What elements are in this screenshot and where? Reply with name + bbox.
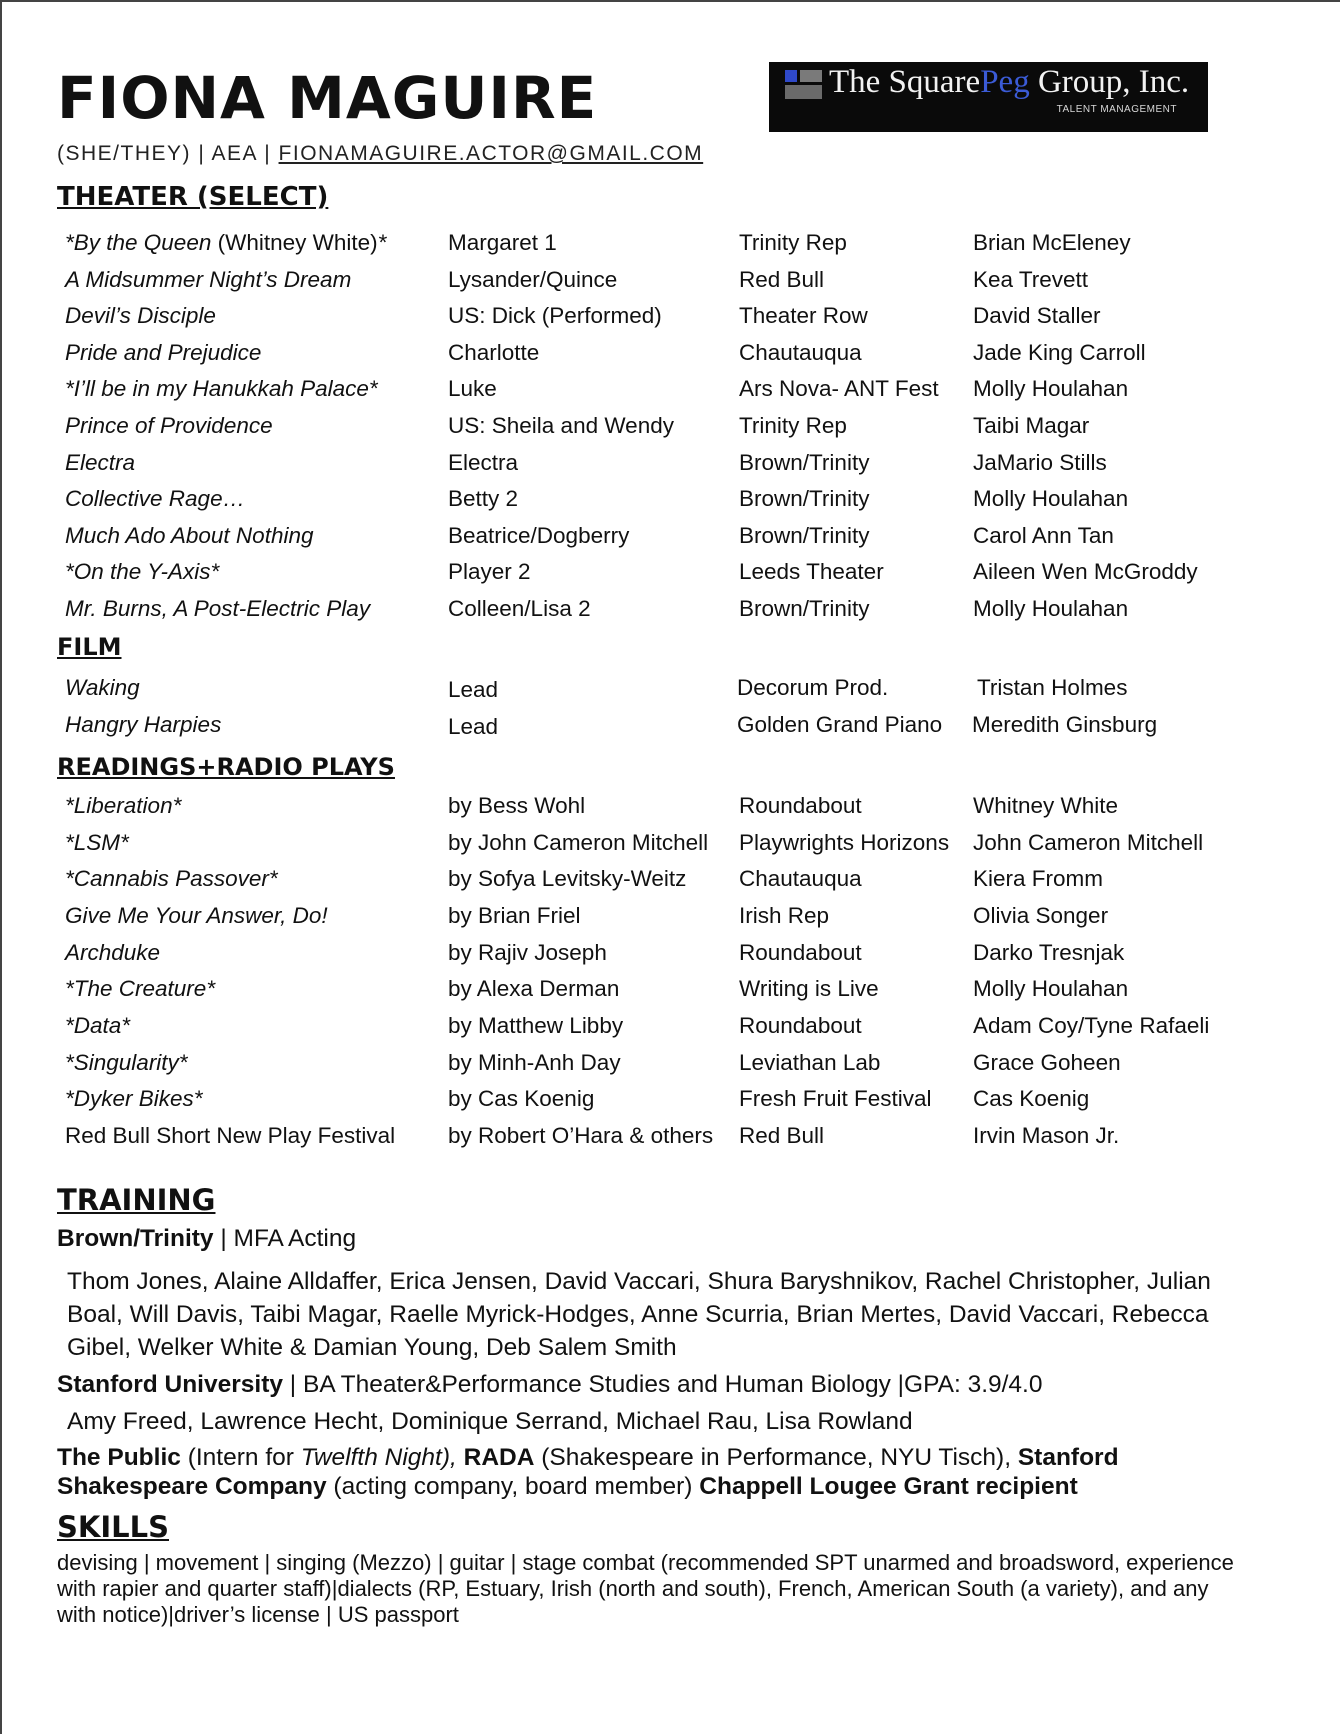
training-brown: Brown/Trinity | MFA Acting bbox=[57, 1225, 357, 1252]
credit-venue: Playwrights Horizons bbox=[739, 830, 950, 855]
credit-venue: Leeds Theater bbox=[739, 559, 884, 584]
training-stanford-teachers: Amy Freed, Lawrence Hecht, Dominique Serrand, Michael Rau, Lisa Rowland bbox=[67, 1408, 913, 1435]
credit-author: by Matthew Libby bbox=[448, 1013, 624, 1038]
logo-square-blue bbox=[785, 70, 797, 82]
credit-show: Waking bbox=[65, 675, 140, 700]
training-other-line1: The Public (Intern for Twelfth Night), RADA (Shakespeare in Performance, NYU Tisch), Stanford bbox=[57, 1444, 1119, 1471]
credit-author: by Bess Wohl bbox=[448, 793, 586, 818]
credit-show: Prince of Providence bbox=[65, 413, 273, 438]
credit-author: by Cas Koenig bbox=[448, 1086, 595, 1111]
credit-director: Molly Houlahan bbox=[973, 596, 1129, 621]
credit-director: Darko Tresnjak bbox=[973, 940, 1125, 965]
credit-row bbox=[2, 596, 1340, 626]
credit-venue: Chautauqua bbox=[739, 340, 862, 365]
credit-row bbox=[2, 1013, 1340, 1043]
credit-role: Player 2 bbox=[448, 559, 531, 584]
credit-director: Tristan Holmes bbox=[977, 675, 1128, 700]
credit-venue: Ars Nova- ANT Fest bbox=[739, 376, 939, 401]
credit-row bbox=[2, 559, 1340, 589]
credit-role: Betty 2 bbox=[448, 486, 519, 511]
credit-venue: Decorum Prod. bbox=[737, 675, 889, 700]
credit-author: by Alexa Derman bbox=[448, 976, 620, 1001]
credit-role: Electra bbox=[448, 450, 519, 475]
credit-show: Electra bbox=[65, 450, 136, 475]
credit-show: Give Me Your Answer, Do! bbox=[65, 903, 328, 928]
credit-director: Adam Coy/Tyne Rafaeli bbox=[973, 1013, 1210, 1038]
credit-director: John Cameron Mitchell bbox=[973, 830, 1204, 855]
credit-show: Hangry Harpies bbox=[65, 712, 222, 737]
credit-venue: Trinity Rep bbox=[739, 230, 847, 255]
credit-row bbox=[2, 267, 1340, 297]
credit-director: Meredith Ginsburg bbox=[972, 712, 1158, 737]
credit-row bbox=[2, 793, 1340, 823]
credit-row bbox=[2, 450, 1340, 480]
credit-row bbox=[2, 830, 1340, 860]
credit-director: Molly Houlahan bbox=[973, 376, 1129, 401]
credit-director: Carol Ann Tan bbox=[973, 523, 1114, 548]
credit-director: David Staller bbox=[973, 303, 1101, 328]
credit-role: US: Sheila and Wendy bbox=[448, 413, 674, 438]
credit-role: Colleen/Lisa 2 bbox=[448, 596, 591, 621]
credit-show: *The Creature* bbox=[65, 976, 216, 1001]
credit-show: Much Ado About Nothing bbox=[65, 523, 314, 548]
logo-square-gray bbox=[800, 70, 822, 82]
section-title-film: FILM bbox=[57, 633, 122, 661]
credit-show: Red Bull Short New Play Festival bbox=[65, 1123, 396, 1148]
credit-show: *Cannabis Passover* bbox=[65, 866, 278, 891]
credit-row bbox=[2, 230, 1340, 260]
credit-row bbox=[2, 413, 1340, 443]
credit-author: by Minh-Anh Day bbox=[448, 1050, 621, 1075]
credit-venue: Brown/Trinity bbox=[739, 596, 870, 621]
logo-subtitle: TALENT MANAGEMENT bbox=[1056, 104, 1177, 115]
credit-director: Molly Houlahan bbox=[973, 976, 1129, 1001]
credit-row bbox=[2, 303, 1340, 333]
credit-show: Pride and Prejudice bbox=[65, 340, 262, 365]
credit-director: Kea Trevett bbox=[973, 267, 1089, 292]
credit-row bbox=[2, 486, 1340, 516]
credit-row bbox=[2, 940, 1340, 970]
skills-text: devising | movement | singing (Mezzo) | guitar | stage combat (recommended SPT unarmed and broadsword, experience with rapier and quarter staff)|dialects (RP, Estuary, Irish (north and south), French, American South (a variety), and any with notice)|driver’s license | US passport bbox=[57, 1550, 1234, 1627]
credit-director: Brian McEleney bbox=[973, 230, 1131, 255]
credit-show: *LSM* bbox=[65, 830, 129, 855]
credit-row bbox=[2, 976, 1340, 1006]
credit-venue: Roundabout bbox=[739, 793, 862, 818]
training-brown-teachers: Thom Jones, Alaine Alldaffer, Erica Jensen, David Vaccari, Shura Baryshnikov, Rachel Christopher, Julian Boal, Will Davis, Taibi Magar, Raelle Myrick-Hodges, Anne Scurria, Brian Mertes, David Vaccari, Rebecca Gibel, Welker White & Damian Young, Deb Salem Smith bbox=[67, 1268, 1211, 1361]
credit-venue: Brown/Trinity bbox=[739, 486, 870, 511]
credit-venue: Brown/Trinity bbox=[739, 523, 870, 548]
contact-line bbox=[57, 142, 703, 166]
credit-author: by John Cameron Mitchell bbox=[448, 830, 709, 855]
credit-role: Luke bbox=[448, 376, 497, 401]
credit-director: JaMario Stills bbox=[973, 450, 1107, 475]
credit-role: Beatrice/Dogberry bbox=[448, 523, 630, 548]
union: AEA bbox=[211, 142, 257, 165]
credit-show: Collective Rage… bbox=[65, 486, 246, 511]
credit-director: Molly Houlahan bbox=[973, 486, 1129, 511]
credit-row bbox=[2, 675, 1340, 705]
credit-row bbox=[2, 1123, 1340, 1153]
pronouns: (SHE/THEY) bbox=[57, 142, 192, 165]
credit-role: US: Dick (Performed) bbox=[448, 303, 662, 328]
credit-venue: Brown/Trinity bbox=[739, 450, 870, 475]
credit-author: by Sofya Levitsky-Weitz bbox=[448, 866, 687, 891]
credit-venue: Red Bull bbox=[739, 267, 825, 292]
credit-venue: Theater Row bbox=[739, 303, 868, 328]
credit-show: *Liberation* bbox=[65, 793, 182, 818]
credit-venue: Irish Rep bbox=[739, 903, 830, 928]
credit-author: by Brian Friel bbox=[448, 903, 581, 928]
credit-row bbox=[2, 866, 1340, 896]
credit-row bbox=[2, 1050, 1340, 1080]
training-other-line2: Shakespeare Company (acting company, board member) Chappell Lougee Grant recipient bbox=[57, 1473, 1078, 1500]
credit-role: Lead bbox=[448, 714, 499, 739]
credit-row bbox=[2, 712, 1340, 742]
actor-name: FIONA MAGUIRE bbox=[57, 64, 598, 132]
credit-venue: Writing is Live bbox=[739, 976, 879, 1001]
credit-author: by Rajiv Joseph bbox=[448, 940, 607, 965]
credit-venue: Trinity Rep bbox=[739, 413, 847, 438]
credit-director: Kiera Fromm bbox=[973, 866, 1104, 891]
credit-row bbox=[2, 376, 1340, 406]
credit-show: Archduke bbox=[65, 940, 161, 965]
credit-director: Whitney White bbox=[973, 793, 1119, 818]
credit-role: Margaret 1 bbox=[448, 230, 557, 255]
credit-show: *On the Y-Axis* bbox=[65, 559, 220, 584]
section-title-theater: THEATER (SELECT) bbox=[57, 182, 329, 212]
credit-show: *Data* bbox=[65, 1013, 131, 1038]
credit-show: Devil’s Disciple bbox=[65, 303, 216, 328]
logo-wordmark: The SquarePeg Group, Inc. bbox=[829, 64, 1190, 100]
credit-director: Jade King Carroll bbox=[973, 340, 1146, 365]
credit-show: Mr. Burns, A Post-Electric Play bbox=[65, 596, 371, 621]
section-title-skills: SKILLS bbox=[57, 1510, 169, 1544]
section-title-training: TRAINING bbox=[57, 1183, 216, 1217]
credit-director: Taibi Magar bbox=[973, 413, 1090, 438]
credit-director: Aileen Wen McGroddy bbox=[973, 559, 1198, 584]
credit-row bbox=[2, 523, 1340, 553]
credit-venue: Roundabout bbox=[739, 940, 862, 965]
credit-venue: Roundabout bbox=[739, 1013, 862, 1038]
credit-show: *By the Queen (Whitney White)* bbox=[65, 230, 387, 255]
credit-author: by Robert O’Hara & others bbox=[448, 1123, 714, 1148]
credit-venue: Chautauqua bbox=[739, 866, 862, 891]
credit-venue: Leviathan Lab bbox=[739, 1050, 881, 1075]
credit-role: Charlotte bbox=[448, 340, 540, 365]
separator: | bbox=[198, 142, 206, 165]
credit-row bbox=[2, 903, 1340, 933]
agency-logo bbox=[769, 62, 1208, 132]
training-stanford: Stanford University | BA Theater&Performance Studies and Human Biology |GPA: 3.9/4.0 bbox=[57, 1371, 1043, 1398]
section-title-readings: READINGS+RADIO PLAYS bbox=[57, 753, 395, 781]
credit-venue: Red Bull bbox=[739, 1123, 825, 1148]
credit-row bbox=[2, 1086, 1340, 1116]
credit-row bbox=[2, 340, 1340, 370]
credit-venue: Fresh Fruit Festival bbox=[739, 1086, 932, 1111]
credit-director: Olivia Songer bbox=[973, 903, 1109, 928]
separator: | bbox=[264, 142, 272, 165]
credit-show: A Midsummer Night’s Dream bbox=[65, 267, 352, 292]
credit-show: *I’ll be in my Hanukkah Palace* bbox=[65, 376, 378, 401]
credit-director: Grace Goheen bbox=[973, 1050, 1121, 1075]
credit-director: Irvin Mason Jr. bbox=[973, 1123, 1120, 1148]
credit-venue: Golden Grand Piano bbox=[737, 712, 943, 737]
credit-director: Cas Koenig bbox=[973, 1086, 1090, 1111]
email-link[interactable]: FIONAMAGUIRE.ACTOR@GMAIL.COM bbox=[278, 142, 704, 165]
credit-show: *Singularity* bbox=[65, 1050, 188, 1075]
credit-show: *Dyker Bikes* bbox=[65, 1086, 203, 1111]
credit-role: Lysander/Quince bbox=[448, 267, 618, 292]
logo-square-gray-wide bbox=[785, 85, 822, 99]
credit-role: Lead bbox=[448, 677, 499, 702]
